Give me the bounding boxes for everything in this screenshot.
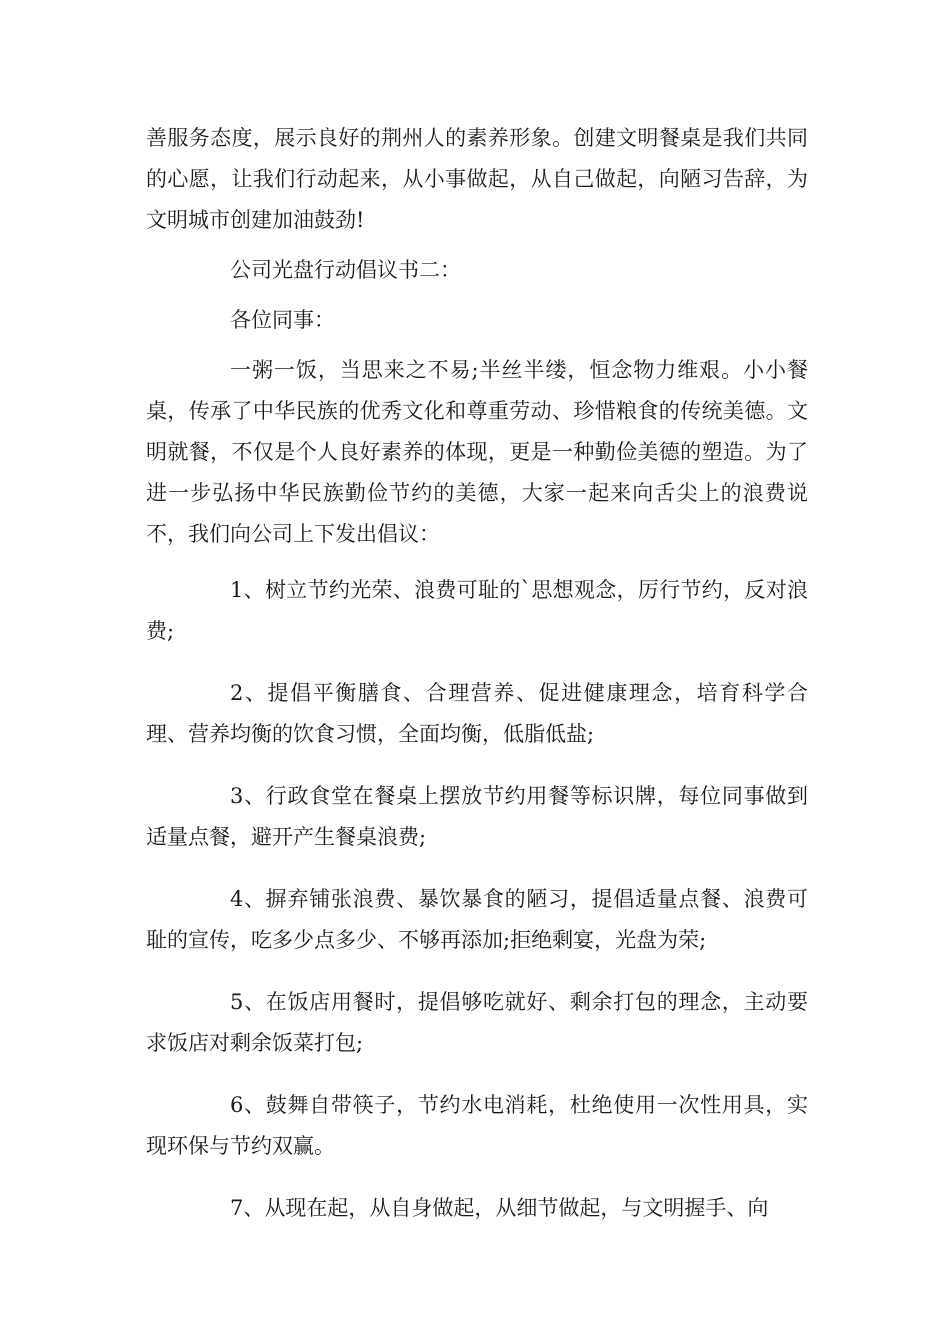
- section-title: 公司光盘行动倡议书二：: [230, 258, 461, 282]
- list-item: 1、树立节约光荣、浪费可耻的`思想观念，厉行节约，反对浪费;: [146, 578, 808, 643]
- salutation: 各位同事：: [230, 308, 335, 332]
- list-item: 6、鼓舞自带筷子，节约水电消耗，杜绝使用一次性用具，实现环保与节约双赢。: [146, 1093, 808, 1158]
- list-item: 4、摒弃铺张浪费、暴饮暴食的陋习，提倡适量点餐、浪费可耻的宣传，吃多少点多少、不够再添加;拒绝剩宴，光盘为荣;: [146, 887, 808, 952]
- intro-paragraph: 一粥一饭，当思来之不易;半丝半缕，恒念物力维艰。小小餐桌，传承了中华民族的优秀文化和尊重劳动、珍惜粮食的传统美德。文明就餐，不仅是个人良好素养的体现，更是一种勤俭美德的塑造。为了进一步弘扬中华民族勤俭节约的美德，大家一起来向舌尖上的浪费说不，我们向公司上下发出倡议：: [146, 358, 808, 546]
- opening-paragraph: 善服务态度，展示良好的荆州人的素养形象。创建文明餐桌是我们共同的心愿，让我们行动起来，从小事做起，从自己做起，向陋习告辞，为文明城市创建加油鼓劲!: [146, 126, 808, 232]
- list-item: 3、行政食堂在餐桌上摆放节约用餐等标识牌，每位同事做到适量点餐，避开产生餐桌浪费;: [146, 784, 808, 849]
- list-item: 7、从现在起，从自身做起，从细节做起，与文明握手、向: [230, 1196, 769, 1220]
- list-item: 2、提倡平衡膳食、合理营养、促进健康理念，培育科学合理、营养均衡的饮食习惯，全面均衡，低脂低盐;: [146, 681, 808, 746]
- document-body: [146, 118, 808, 1250]
- list-item: 5、在饭店用餐时，提倡够吃就好、剩余打包的理念，主动要求饭店对剩余饭菜打包;: [146, 990, 808, 1055]
